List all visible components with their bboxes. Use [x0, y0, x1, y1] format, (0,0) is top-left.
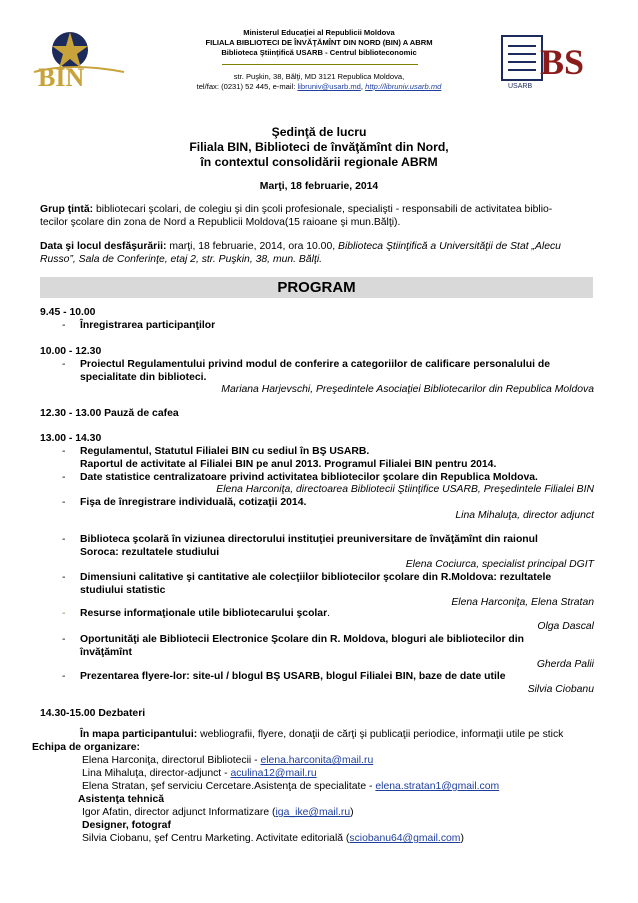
venue-label: Data şi locul desfăşurării: — [40, 241, 167, 252]
venue-text-1b: Biblioteca Ştiinţifică a Universităţii de Stat „Alecu — [338, 241, 561, 252]
email-link[interactable]: libruniv@usarb.md — [297, 82, 361, 91]
bullet-dash: - — [62, 446, 66, 457]
program-item-statistics: Date statistice centralizatoare privind activitatea bibliotecilor şcolare din Republica Moldova. — [80, 472, 538, 483]
email-link[interactable]: iga_ike@mail.ru — [275, 807, 351, 818]
bullet-dash: - — [62, 534, 66, 545]
target-line-2: tecilor şcolare din zona de Nord a Republicii Moldova(15 raioane şi mun.Bălţi). — [40, 217, 401, 228]
time-slot-1: 9.45 - 10.00 — [40, 307, 96, 318]
folder-label: În mapa participantului: — [80, 729, 198, 740]
member-text-end: ) — [460, 833, 464, 844]
program-item-resources-dot: . — [327, 608, 331, 619]
bullet-dash: - — [62, 359, 66, 370]
meeting-date: Marţi, 18 februarie, 2014 — [259, 181, 379, 192]
member-text: Elena Harconiţa, directorul Bibliotecii - — [82, 755, 261, 766]
logo-bs-usarb — [500, 30, 590, 90]
team-member-ciobanu — [82, 832, 464, 845]
team-title: Echipa de organizare: — [32, 742, 140, 753]
folder-text: webliografii, flyere, donaţii de cărţi şi publicaţii periodice, informaţii utile pe stick — [197, 729, 564, 740]
email-link[interactable]: elena.stratan1@gmail.com — [375, 781, 500, 792]
venue-line-1 — [40, 240, 593, 253]
member-text: Elena Stratan, şef serviciu Cercetare.Asistenţa de specialitate - — [82, 781, 376, 792]
bullet-dash: - — [62, 572, 66, 583]
member-text-end: ) — [350, 807, 354, 818]
target-line-1 — [40, 203, 593, 216]
website-link[interactable]: http://libruniv.usarb.md — [365, 82, 442, 91]
time-slot-2: 10.00 - 12.30 — [40, 346, 102, 357]
program-item-e-library-b: învăţămînt — [80, 647, 132, 658]
email-link[interactable]: aculina12@mail.ru — [230, 768, 317, 779]
time-slot-3: 12.30 - 13.00 Pauză de cafea — [40, 408, 179, 419]
program-item-resources — [80, 607, 593, 620]
speaker-cociurca: Elena Cociurca, specialist principal DGIT — [405, 559, 594, 570]
program-item-flyers: Prezentarea flyere-lor: site-ul / blogul BŞ USARB, blogul Filialei BIN, baze de date utile — [80, 671, 506, 682]
logo-bin — [32, 26, 128, 92]
speaker-harjevschi: Mariana Harjevschi, Preşedintele Asociaţiei Bibliotecarilor din Republica Moldova — [221, 384, 594, 395]
program-item-collections-b: studiului statistic — [80, 585, 166, 596]
bullet-dash: - — [62, 671, 66, 682]
bullet-dash: - — [62, 472, 66, 483]
header-rule — [222, 64, 418, 65]
header-address: str. Puşkin, 38, Bălţi, MD 3121 Republica Moldova, — [233, 72, 405, 81]
designer-title: Designer, fotograf — [82, 820, 171, 831]
program-item-resources-text: Resurse informaţionale utile bibliotecarului şcolar — [80, 608, 328, 619]
title-meeting: Şedinţă de lucru — [271, 125, 367, 139]
email-link[interactable]: elena.harconita@mail.ru — [260, 755, 374, 766]
speaker-harconita: Elena Harconiţa, directoarea Bibliotecii Ştiinţifice USARB, Preşedintele Filialei BIN — [216, 484, 594, 495]
speaker-ciobanu: Silvia Ciobanu — [527, 684, 594, 695]
venue-text-1a: marţi, 18 februarie, 2014, ora 10.00, — [166, 241, 339, 252]
title-context: în contextul consolidării regionale ABRM — [200, 155, 438, 169]
speaker-palii: Gherda Palii — [536, 659, 594, 670]
program-item-registration: Înregistrarea participanţilor — [80, 320, 216, 331]
logo-usarb-text: USARB — [508, 83, 533, 90]
logo-bs-text: BS — [540, 42, 585, 82]
participant-folder — [80, 728, 593, 741]
program-item-school-library-a: Biblioteca şcolară în viziunea directorului instituţiei preuniversitare de învăţămînt din raionul — [80, 534, 538, 545]
team-member-mihaluta — [82, 767, 317, 780]
header-ministry: Ministerul Educaţiei al Republicii Moldova — [243, 28, 395, 37]
bullet-dash: - — [62, 497, 66, 508]
time-slot-4: 13.00 - 14.30 — [40, 433, 102, 444]
email-link[interactable]: sciobanu64@gmail.com — [349, 833, 461, 844]
target-label: Grup ţintă: — [40, 204, 94, 215]
program-item-collections-a: Dimensiuni calitative şi cantitative ale colecţiilor bibliotecilor şcolare din R.Moldova: rezultatele — [80, 572, 552, 583]
member-text: Lina Mihaluţa, director-adjunct - — [82, 768, 231, 779]
header-contact — [150, 82, 488, 92]
member-text: Silvia Ciobanu, şef Centru Marketing. Activitate editorială ( — [82, 833, 350, 844]
tech-assistance-title: Asistenţa tehnică — [78, 794, 165, 805]
bullet-dash: - — [62, 634, 66, 645]
member-text: Igor Afatin, director adjunct Informatizare ( — [82, 807, 276, 818]
title-branch: Filiala BIN, Biblioteci de învăţămînt din Nord, — [189, 140, 449, 154]
team-member-harconita — [82, 754, 373, 767]
program-item-e-library-a: Oportunităţi ale Bibliotecii Electronice Şcolare din R. Moldova, bloguri ale bibliotecilor din — [80, 634, 524, 645]
program-item-regulation-b: specialitate din biblioteci. — [80, 372, 207, 383]
logo-bin-text: BIN — [38, 63, 85, 92]
program-title: PROGRAM — [277, 279, 356, 296]
team-member-afatin — [82, 806, 354, 819]
contact-prefix: tel/fax: (0231) 52 445, e-mail: — [196, 82, 298, 91]
speaker-harconita-stratan: Elena Harconiţa, Elena Stratan — [451, 597, 594, 608]
program-item-regulation-a: Proiectul Regulamentului privind modul de conferire a categoriilor de calificare personalului de — [80, 359, 550, 370]
program-item-statute: Regulamentul, Statutul Filialei BIN cu sediul în BŞ USARB. — [80, 446, 370, 457]
bullet-dash: - — [62, 608, 66, 619]
target-text-1: bibliotecari şcolari, de colegiu şi din şcoli profesionale, specialişti - responsabili de activitatea biblio- — [93, 204, 553, 215]
venue-line-2: Russo”, Sala de Conferinţe, etaj 2, str. Puşkin, 38, mun. Bălţi. — [40, 254, 323, 265]
program-item-report: Raportul de activitate al Filialei BIN pe anul 2013. Programul Filialei BIN pentru 2014. — [80, 459, 497, 470]
time-slot-5: 14.30-15.00 Dezbateri — [40, 708, 146, 719]
header-library: Biblioteca Ştiinţifică USARB - Centrul biblioteconomic — [221, 48, 417, 57]
bullet-dash: - — [62, 320, 66, 331]
team-member-stratan — [82, 780, 499, 793]
program-item-school-library-b: Soroca: rezultatele studiului — [80, 547, 220, 558]
header-branch: FILIALA BIBLIOTECI DE ÎNVĂŢĂMÎNT DIN NORD (BIN) A ABRM — [205, 38, 433, 47]
contact-sep: , — [360, 82, 366, 91]
speaker-mihaluta: Lina Mihaluţa, director adjunct — [455, 510, 594, 521]
speaker-dascal: Olga Dascal — [537, 621, 594, 632]
program-item-registration-form: Fişa de înregistrare individuală, cotizaţii 2014. — [80, 497, 307, 508]
